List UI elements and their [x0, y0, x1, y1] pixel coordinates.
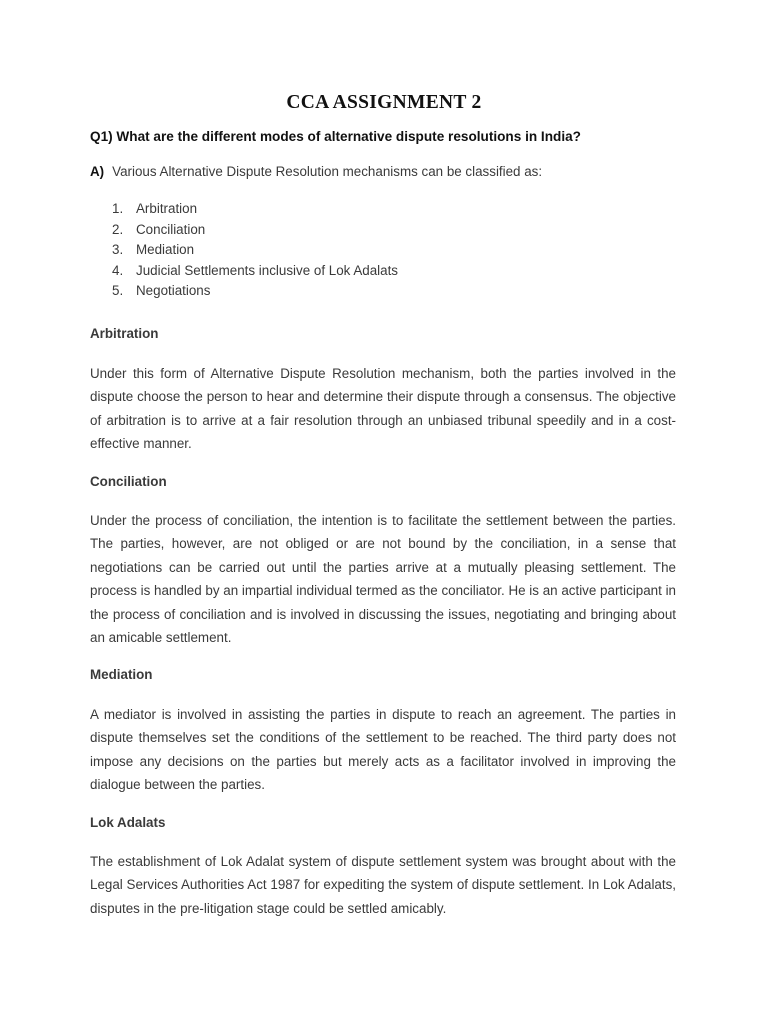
- list-item-number: 4.: [112, 262, 124, 278]
- section-body-conciliation: Under the process of conciliation, the intention is to facilitate the settlement between the parties. The parties, however, are not obliged or are not bound by the conciliation, in a sense that negotiations can be carried out until the parties arrive at a mutually pleasing settlement. The process is handled by an impartial individual termed as the conciliator. He is an active participant in the process of conciliation and is involved in discussing the issues, negotiating and bringing about an amicable settlement.: [90, 513, 676, 646]
- list-item: [112, 261, 398, 282]
- list-item-number: 5.: [112, 283, 124, 299]
- list-item: [112, 281, 398, 302]
- page-title: CCA ASSIGNMENT 2: [286, 92, 482, 113]
- section-heading-arbitration: Arbitration: [90, 326, 159, 341]
- answer-intro: [90, 164, 542, 179]
- answer-marker: A): [90, 164, 105, 179]
- question-text: Q1) What are the different modes of alternative dispute resolutions in India?: [90, 129, 581, 144]
- section-heading-mediation: Mediation: [90, 667, 153, 682]
- list-item-number: 3.: [112, 242, 124, 258]
- list-item-label: Negotiations: [136, 283, 211, 299]
- section-body-lok-adalats: The establishment of Lok Adalat system of dispute settlement system was brought about with the Legal Services Authorities Act 1987 for expediting the system of dispute settlement. In Lok Adalats, disputes in the pre-litigation stage could be settled amicably.: [90, 854, 676, 916]
- modes-list: [112, 199, 398, 302]
- section-heading-lok-adalats: Lok Adalats: [90, 815, 166, 830]
- list-item-label: Mediation: [136, 242, 195, 258]
- section-body-arbitration: Under this form of Alternative Dispute Resolution mechanism, both the parties involved in the dispute choose the person to hear and determine their dispute through a consensus. The objective of arbitration is to arrive at a fair resolution through an unbiased tribunal speedily and in a cost-effective manner.: [90, 366, 676, 452]
- list-item: [112, 240, 398, 261]
- list-item: [112, 220, 398, 241]
- list-item-label: Arbitration: [136, 201, 198, 216]
- list-item-number: 2.: [112, 221, 124, 237]
- list-item: [112, 199, 398, 220]
- list-item-label: Conciliation: [136, 221, 206, 237]
- answer-intro-text: Various Alternative Dispute Resolution mechanisms can be classified as:: [112, 164, 543, 179]
- section-body-mediation: A mediator is involved in assisting the parties in dispute to reach an agreement. The parties in dispute themselves set the conditions of the settlement to be reached. The third party does not impose any decisions on the parties but merely acts as a facilitator involved in improving the dialogue between the parties.: [90, 707, 676, 793]
- section-heading-conciliation: Conciliation: [90, 474, 167, 489]
- list-item-number: 1.: [112, 201, 124, 216]
- list-item-label: Judicial Settlements inclusive of Lok Adalats: [136, 262, 398, 278]
